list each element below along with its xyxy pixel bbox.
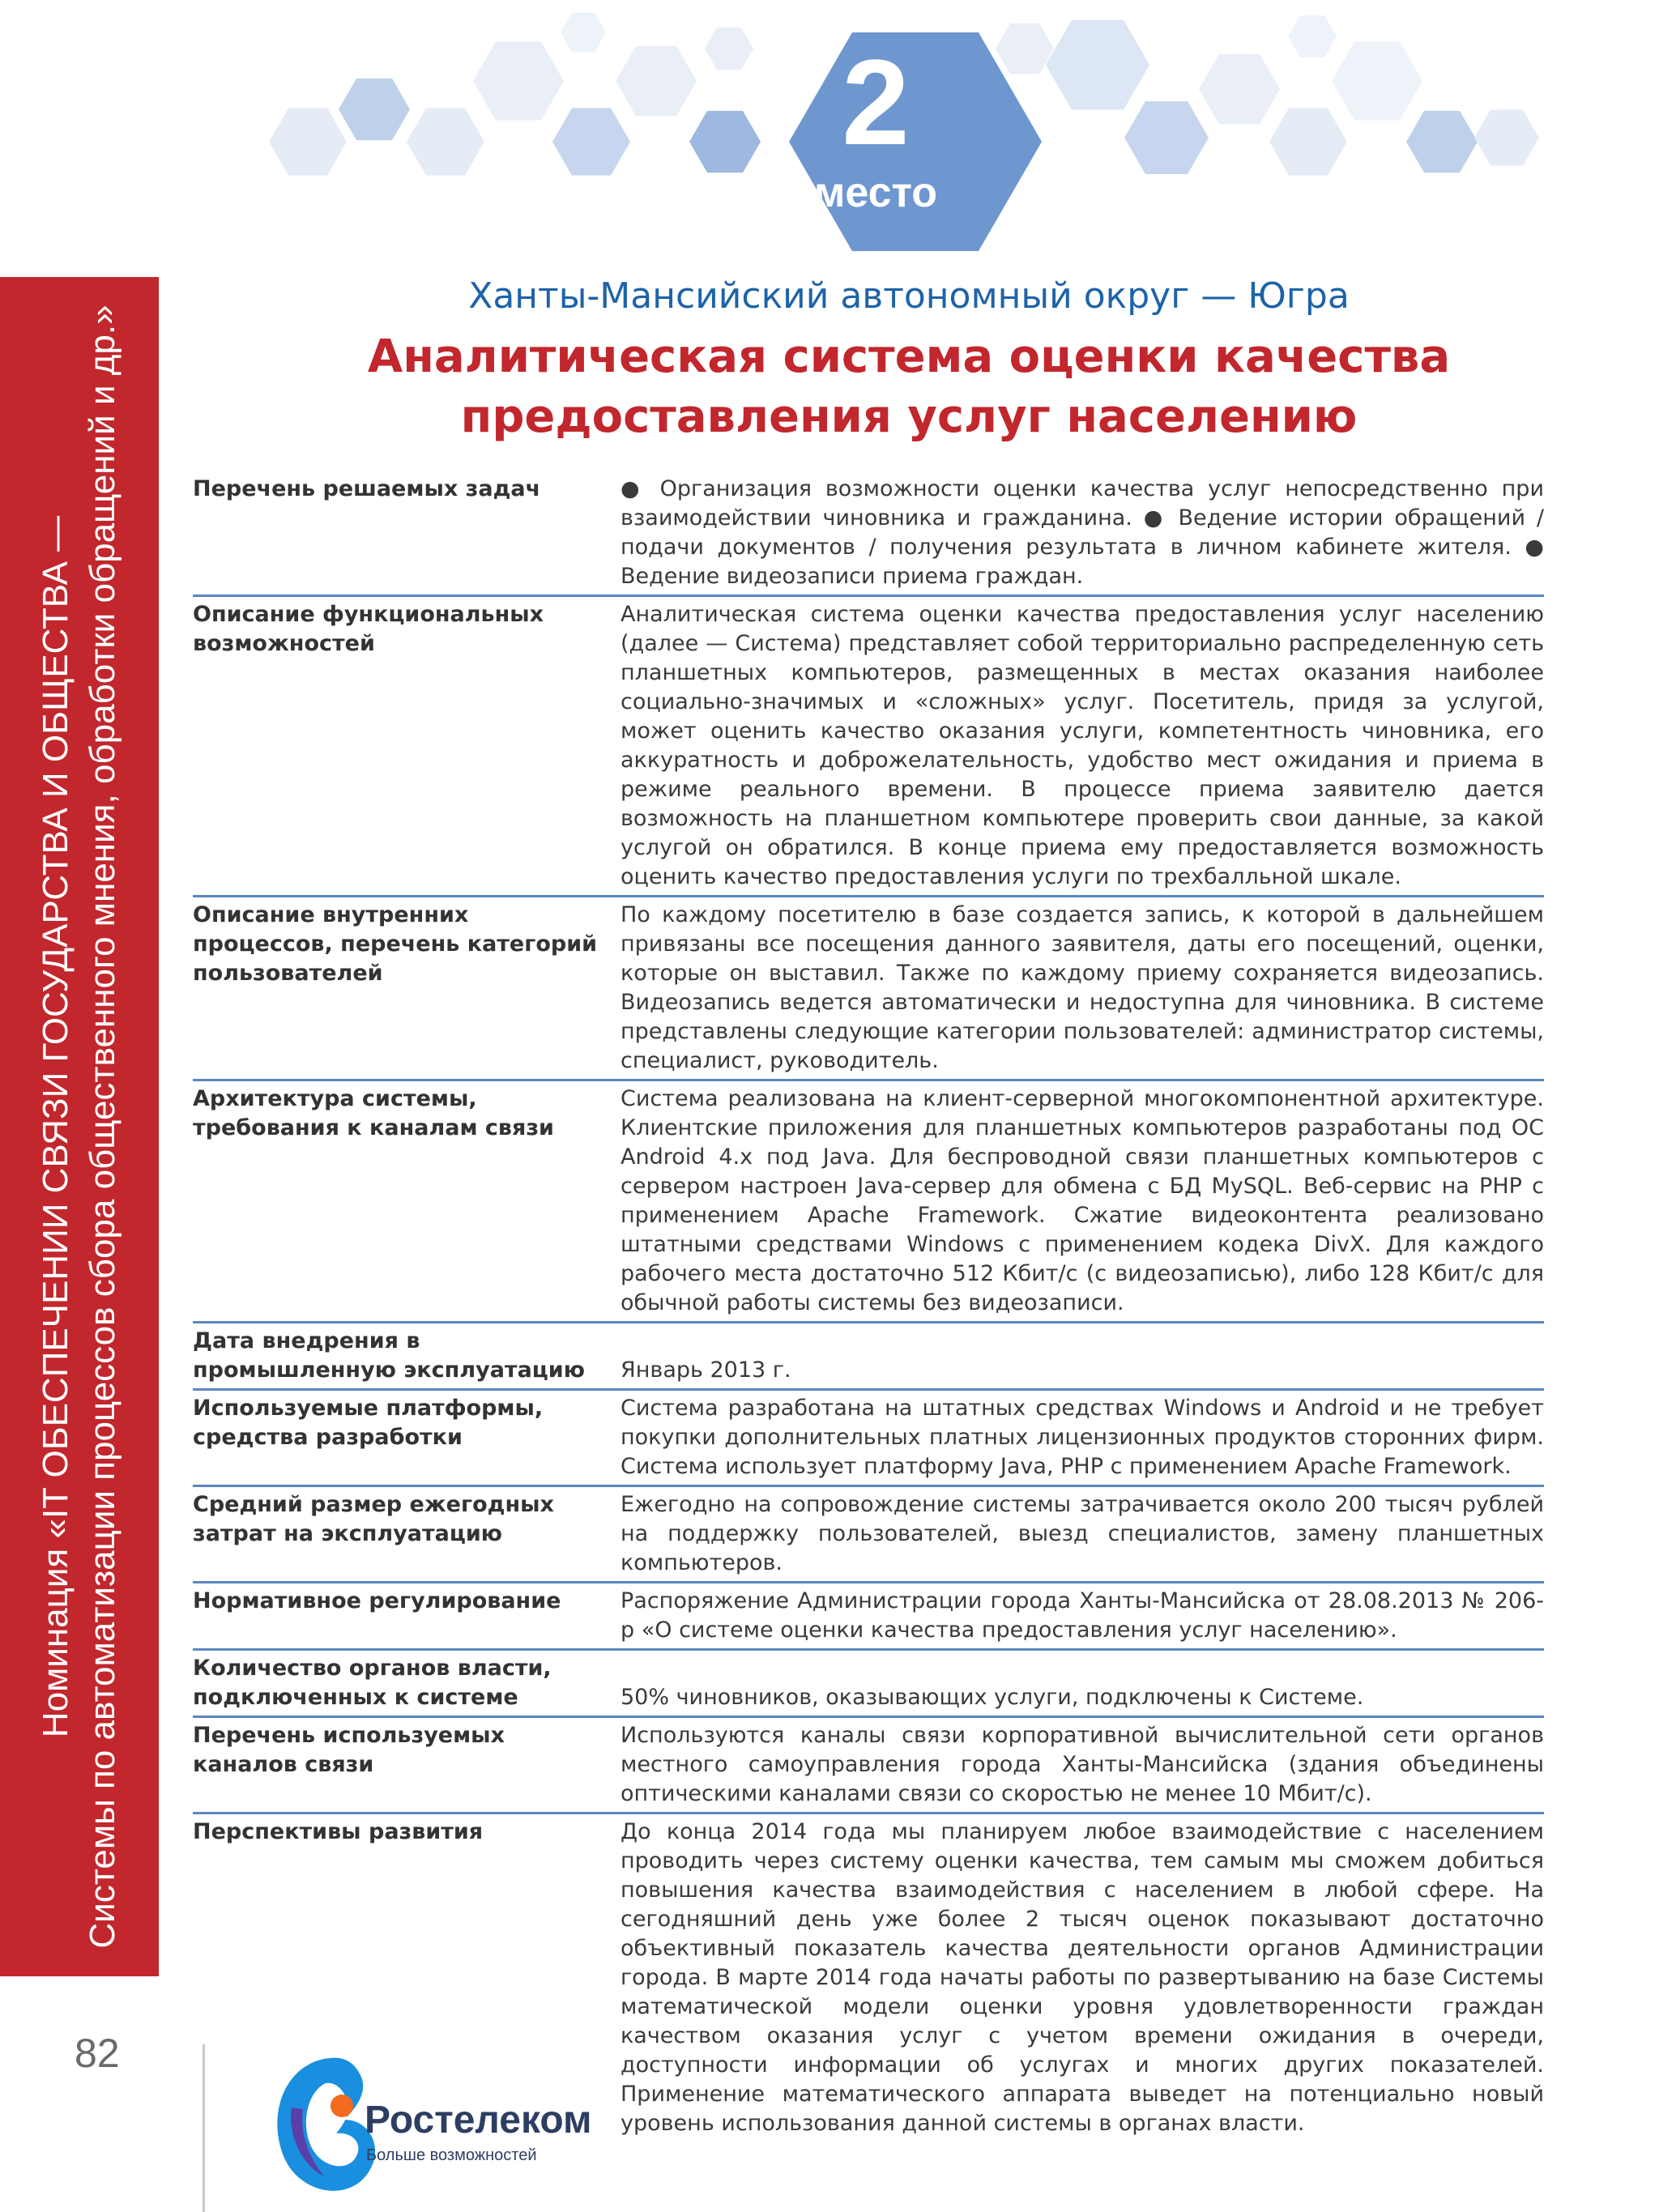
decorative-hexagon (561, 13, 606, 52)
decorative-hexagon (269, 108, 347, 175)
row-value: До конца 2014 года мы планируем любое взаимодействие с населением проводить через систему оценки качества, тем самым мы сможем добиться повышения качества взаимодействия с населением в любой сфере. На сегодняшний день уже более 2 тысяч оценок показывают достаточно объективный показатель качества деятельности органов Администрации города. В марте 2014 года начаты работы по развертыванию на базе Системы математической модели оценки уровня удовлетворенности граждан качеством оказания услуг с учетом времени ожидания в очереди, доступности информации об услугах и многих других показателей. Применение математического аппарата выведет на потенциально новый уровень использования данной системы в органах власти. (621, 1819, 1544, 2136)
nomination-text (32, 288, 126, 1965)
row-value: По каждому посетителю в базе создается запись, к которой в дальнейшем привязаны все посещения данного заявителя, даты его посещений, оценки, которые он выставил. Также по каждому приему сохраняется видеозапись. Видеозапись ведется автоматически и недоступна для чиновника. В системе представлены следующие категории пользователей: администратор системы, специалист, руководитель. (621, 902, 1544, 1073)
region-heading: Ханты-Мансийский автономный округ — Югра (468, 275, 1350, 317)
row-value: Аналитическая система оценки качества предоставления услуг населению (далее — Система) представляет собой территориально распределенную сеть планшетных компьютеров, размещенных в местах оказания наиболее социально-значимых и «сложных» услуг. Посетитель, придя за услугой, может оценить качество оказания услуги, компетентность чиновника, его аккуратность и доброжелательность, удобство мест ожидания и приема в режиме реального времени. В процессе приема заявителю дается возможность на планшетном компьютере проверить свои данные, за какой услугой он обратился. В конце приема ему предоставляется возможность оценить качество предоставления услуги по трехбалльной шкале. (621, 602, 1544, 889)
row-label: Перечень решаемых задач (193, 476, 541, 501)
row-value: Ежегодно на сопровождение системы затрачивается около 200 тысяч рублей на поддержку пользователей, выезд специалистов, замену планшетных компьютеров. (621, 1492, 1544, 1575)
decorative-hexagon (552, 108, 630, 175)
place-badge (789, 32, 1042, 251)
project-title-line-1: Аналитическая система оценки качества (367, 330, 1451, 383)
row-value: Система разработана на штатных средствах Windows и Android и не требует покупки дополнительных платных лицензионных продуктов сторонних фирм. Система использует платформу Java, PHP с применением Apache Framework. (621, 1396, 1544, 1479)
decorative-hexagon (1406, 111, 1478, 173)
table-row (193, 1651, 1544, 1718)
row-label: Описание внутренних процессов, перечень категорий пользователей (193, 902, 598, 986)
decorative-hexagon (1474, 109, 1539, 165)
nomination-sidebar (0, 277, 159, 1976)
table-row (193, 1391, 1544, 1487)
row-label: Перспективы развития (193, 1819, 484, 1844)
nomination-line-1: Номинация «IT ОБЕСПЕЧЕНИИ СВЯЗИ ГОСУДАРСТВА И ОБЩЕСТВА — (36, 515, 75, 1738)
page-number: 82 (75, 2031, 120, 2076)
decorative-hexagon (1046, 20, 1149, 110)
row-label: Описание функциональных возможностей (193, 602, 544, 656)
project-info-table (193, 471, 1544, 2142)
row-label: Нормативное регулирование (193, 1588, 561, 1613)
project-title (159, 327, 1659, 447)
row-label: Дата внедрения в промышленную эксплуатацию (193, 1328, 585, 1383)
decorative-hexagon (1199, 54, 1280, 125)
row-label: Количество органов власти, подключенных к системе (193, 1656, 552, 1710)
nomination-line-2: Системы по автоматизации процессов сбора общественного мнения, обработки обращений и др.» (83, 305, 122, 1949)
row-label: Перечень используемых каналов связи (193, 1723, 505, 1777)
row-label: Используемые платформы, средства разработки (193, 1396, 544, 1450)
table-row (193, 1081, 1544, 1323)
table-row (193, 1487, 1544, 1583)
decorative-hexagon (996, 23, 1054, 74)
project-title-line-2: предоставления услуг населению (460, 390, 1358, 443)
row-value: ● Организация возможности оценки качества услуг непосредственно при взаимодействии чиновника и гражданина. ● Ведение истории обращений / подачи документов / получения результата в личном кабинете жителя. ● Ведение видеозаписи приема граждан. (621, 476, 1544, 589)
logo-name: Ростелеком (365, 2099, 592, 2142)
decorative-hexagon (689, 111, 761, 173)
table-row (193, 1814, 1544, 2142)
decorative-hexagon (473, 42, 564, 121)
table-row (193, 597, 1544, 897)
decorative-hexagon (1332, 42, 1422, 121)
place-word: место (813, 169, 938, 216)
place-hexagon (789, 32, 1042, 251)
decorative-hexagon (407, 108, 484, 175)
decorative-hexagon (1288, 15, 1337, 58)
table-row (193, 1583, 1544, 1651)
hexagon-header-graphic (0, 0, 1659, 251)
table-row (193, 897, 1544, 1081)
decorative-hexagon (705, 28, 753, 70)
row-value: Распоряжение Администрации города Ханты-Мансийска от 28.08.2013 № 206-р «О системе оценки качества предоставления услуг населению». (621, 1588, 1544, 1643)
table-row (193, 1718, 1544, 1814)
decorative-hexagon (1124, 101, 1209, 174)
logo-slogan: Больше возможностей (366, 2146, 537, 2164)
table-row (193, 471, 1544, 597)
row-label: Архитектура системы, требования к каналам связи (193, 1086, 554, 1140)
row-value: 50% чиновников, оказывающих услуги, подключены к Системе. (621, 1685, 1364, 1710)
place-number: 2 (842, 34, 910, 170)
footer-divider (203, 2044, 205, 2212)
row-label: Средний размер ежегодных затрат на эксплуатацию (193, 1492, 554, 1546)
table-row (193, 1323, 1544, 1391)
decorative-hexagon (616, 46, 697, 117)
decorative-hexagon (339, 79, 410, 140)
row-value: Система реализована на клиент-серверной многокомпонентной архитектуре. Клиентские приложения для планшетных компьютеров разработаны под ОС Android 4.x под Java. Для беспроводной связи планшетных компьютеров с сервером настроен Java-сервер для обмена с БД MySQL. Веб-сервис на PHP с применением Apache Framework. Сжатие видеоконтента реализовано штатными средствами Windows с применением кодека DivX. Для каждого рабочего места достаточно 512 Кбит/с (с видеозаписью), либо 128 Кбит/с для обычной работы системы без видеозаписи. (621, 1086, 1544, 1315)
row-value: Используются каналы связи корпоративной вычислительной сети органов местного самоуправления города Ханты-Мансийска (здания объединены оптическими каналами связи со скоростью не менее 10 Мбит/с). (621, 1723, 1544, 1806)
row-value: Январь 2013 г. (621, 1357, 791, 1383)
decorative-hexagon (1269, 108, 1347, 175)
